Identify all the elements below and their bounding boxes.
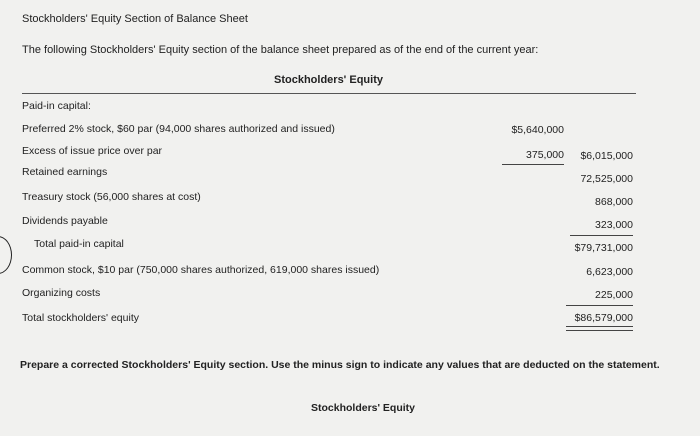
row-label-paid-in-capital: Paid-in capital: — [22, 100, 91, 112]
row-value-common-stock: 6,623,000 — [586, 266, 633, 278]
row-label-total-equity: Total stockholders' equity — [22, 312, 139, 324]
table-top-rule — [22, 93, 636, 94]
row-label-organizing-costs: Organizing costs — [22, 287, 101, 299]
row-label-dividends-payable: Dividends payable — [22, 215, 108, 227]
row-value-total-paid-in: $79,731,000 — [574, 242, 633, 254]
row-label-preferred-stock: Preferred 2% stock, $60 par (94,000 shares authorized and issued) — [22, 123, 335, 135]
row-total-paid-in-preferred: $6,015,000 — [580, 150, 633, 162]
underline-col2-b — [566, 305, 633, 306]
answer-section-title: Stockholders' Equity — [311, 402, 416, 414]
underline-col1 — [502, 164, 564, 165]
row-label-retained-earnings: Retained earnings — [22, 166, 108, 178]
row-label-common-stock: Common stock, $10 par (750,000 shares authorized, 619,000 shares issued) — [22, 264, 380, 276]
page-title: Stockholders' Equity Section of Balance Sheet — [22, 13, 248, 25]
table-title: Stockholders' Equity — [274, 74, 383, 86]
row-label-excess-over-par: Excess of issue price over par — [22, 145, 163, 157]
margin-bracket-decoration — [0, 236, 12, 274]
row-value-treasury-stock: 868,000 — [595, 196, 633, 208]
row-value-total-equity: $86,579,000 — [574, 312, 633, 324]
row-label-treasury-stock: Treasury stock (56,000 shares at cost) — [22, 191, 201, 203]
row-value-dividends-payable: 323,000 — [595, 219, 633, 231]
row-value-preferred-stock: $5,640,000 — [511, 124, 564, 136]
underline-col2-a — [570, 235, 633, 236]
intro-text: The following Stockholders' Equity section of the balance sheet prepared as of the end of the current year: — [22, 44, 539, 56]
row-value-excess-over-par: 375,000 — [526, 149, 564, 161]
double-underline-total — [566, 326, 633, 331]
row-value-retained-earnings: 72,525,000 — [580, 173, 633, 185]
instruction-prompt: Prepare a corrected Stockholders' Equity section. Use the minus sign to indicate any values that are deducted on the statement. — [20, 359, 660, 371]
row-label-total-paid-in: Total paid-in capital — [34, 238, 124, 250]
row-value-organizing-costs: 225,000 — [595, 289, 633, 301]
